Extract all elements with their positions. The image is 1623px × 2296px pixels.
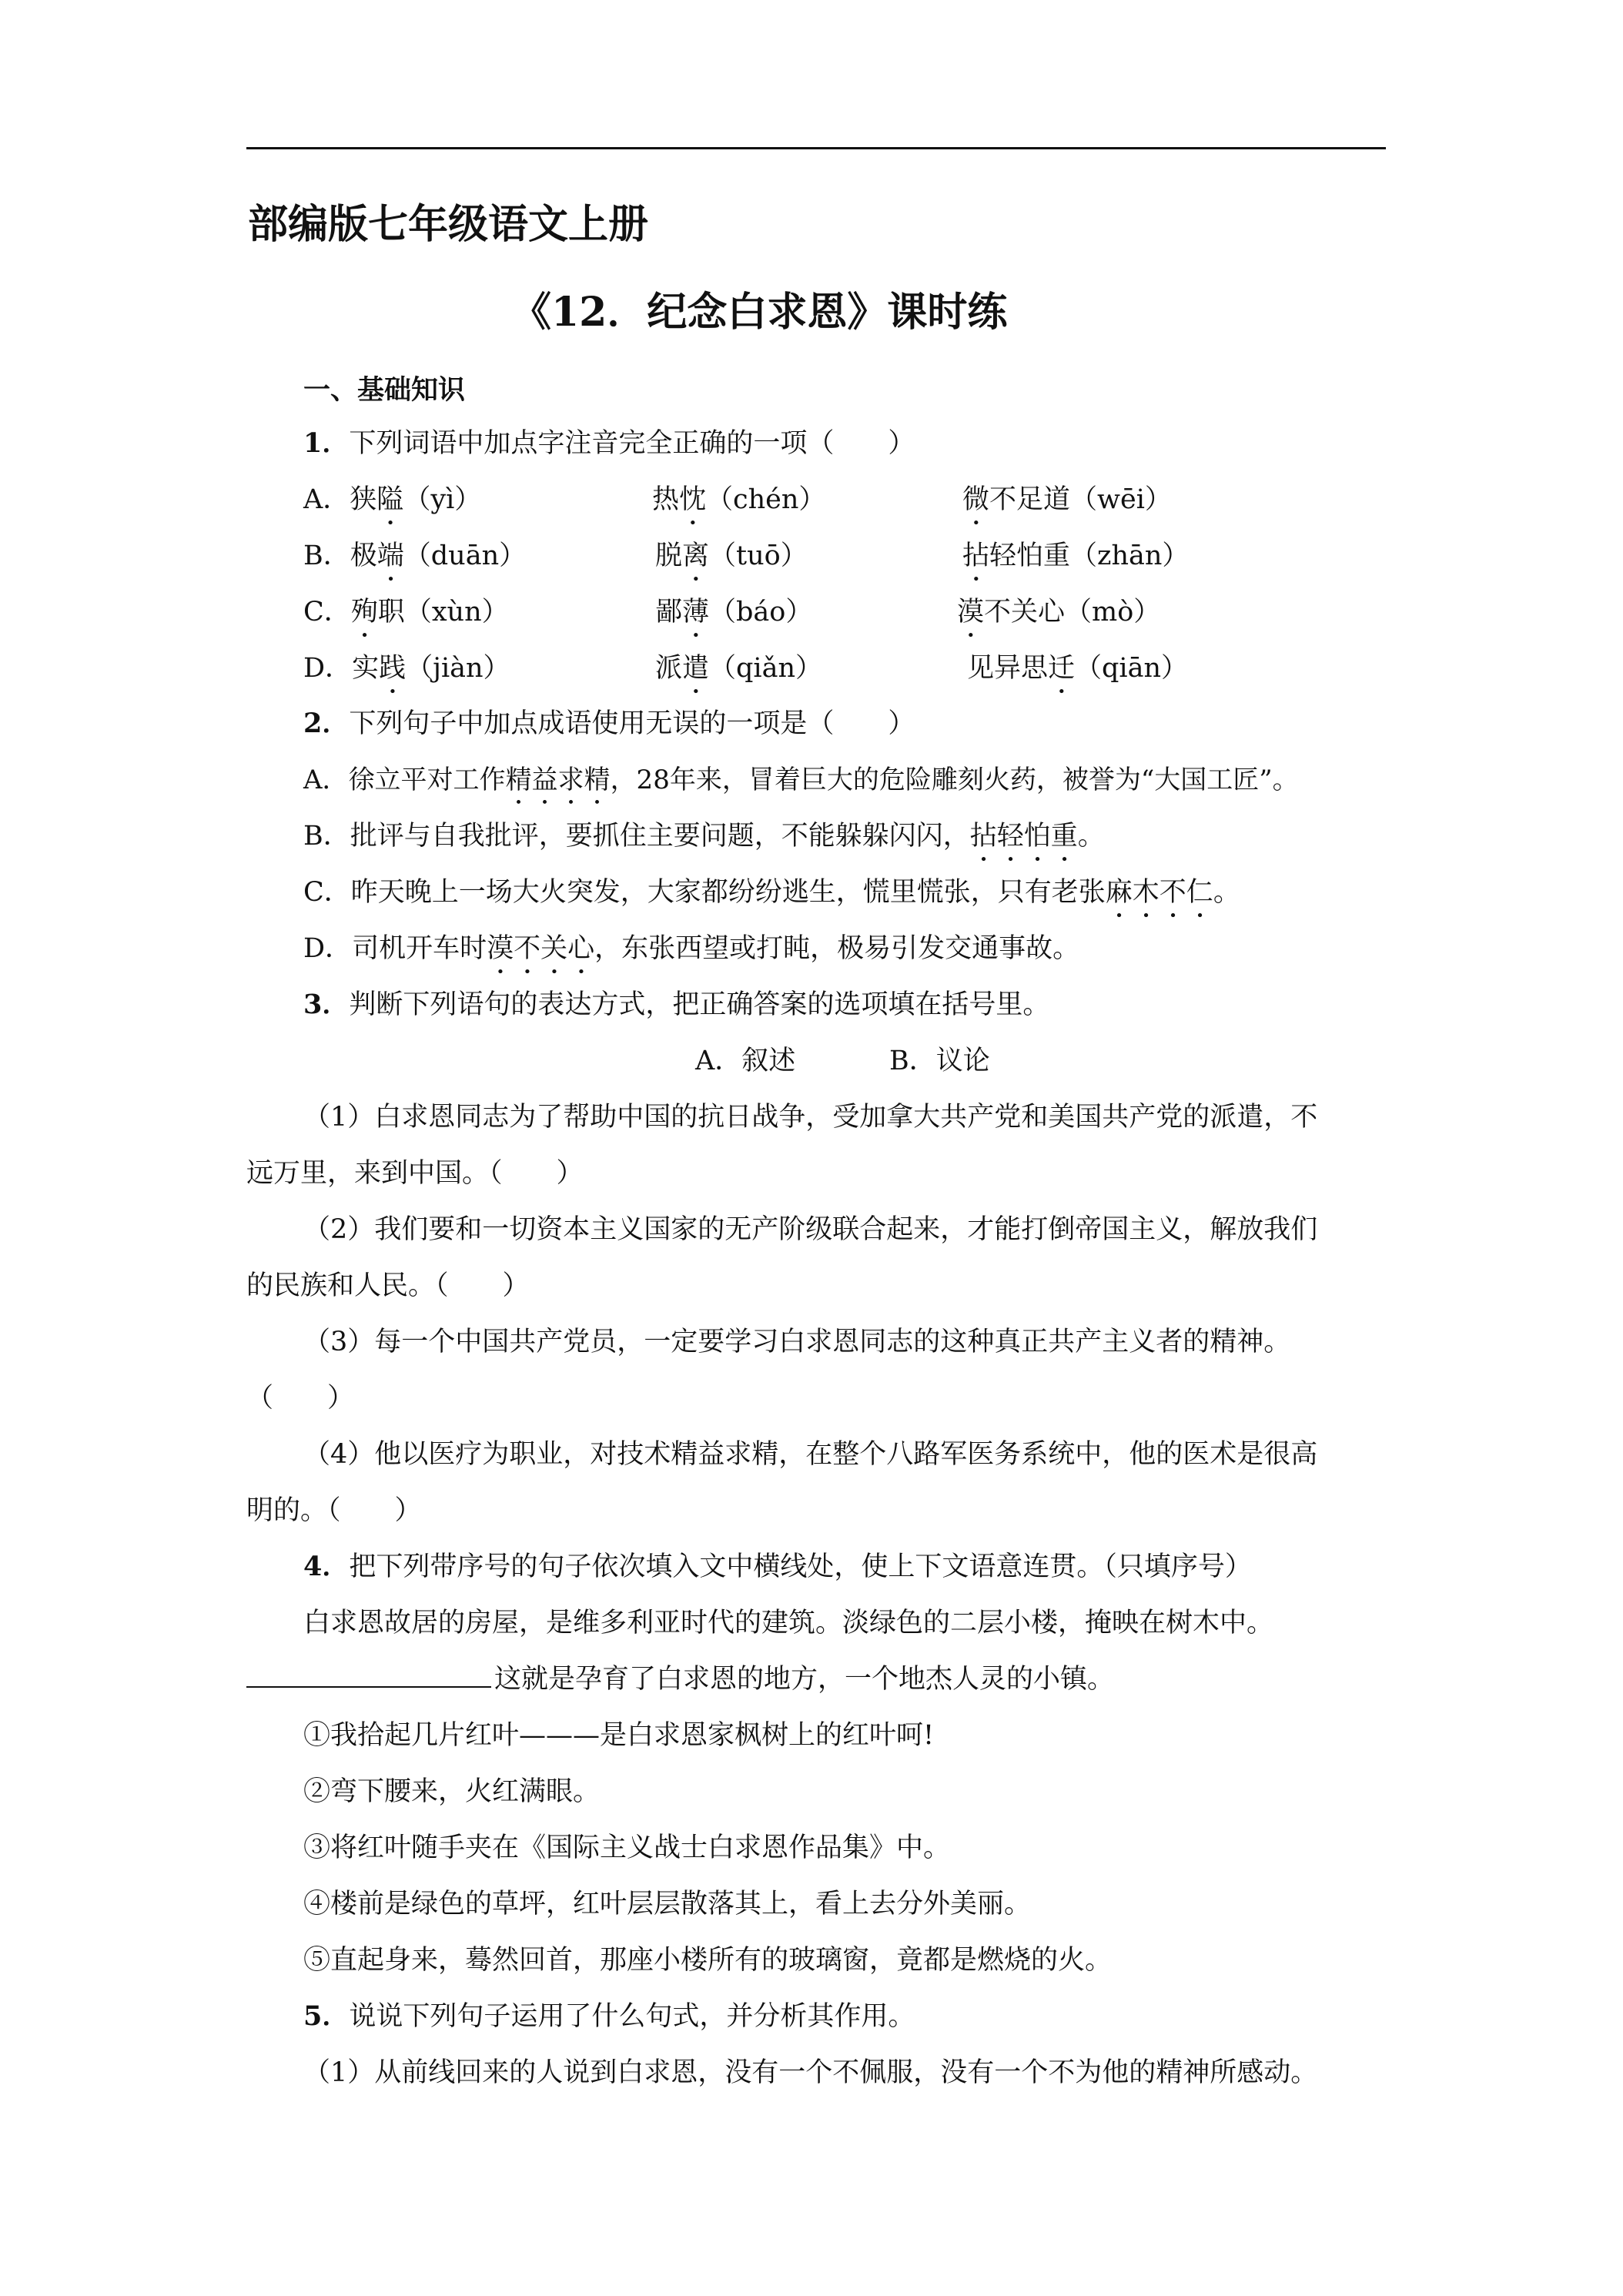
- q2-option-b: B．批评与自我批评，要抓住主要问题，不能躲躲闪闪，拈轻怕重。: [303, 821, 1105, 852]
- q3-choice-a: A．叙述: [695, 1046, 796, 1076]
- q3-item-2-line2: 的民族和人民。（ ）: [246, 1270, 530, 1301]
- question-2: [303, 707, 915, 741]
- question-1: [303, 427, 915, 460]
- q1-option-a-2: 热忱（chén）: [652, 484, 826, 515]
- q1-option-d-2: 派遣（qiǎn）: [655, 653, 823, 684]
- q1-option-c: C．殉职（xùn）: [303, 597, 509, 628]
- q3-item-1-line1: （1）白求恩同志为了帮助中国的抗日战争，受加拿大共产党和美国共产党的派遣，不: [303, 1102, 1318, 1133]
- q1-option-a: A．狭隘（yì）: [303, 484, 482, 515]
- question-3: [303, 988, 1049, 1022]
- q4-passage-line1: 白求恩故居的房屋，是维多利亚时代的建筑。淡绿色的二层小楼，掩映在树木中。: [303, 1608, 1274, 1638]
- q1-option-c-2: 鄙薄（báo）: [655, 597, 813, 628]
- question-stem: 把下列带序号的句子依次填入文中横线处，使上下文语意连贯。（只填序号）: [349, 1551, 1252, 1582]
- q4-sentence-4: ④楼前是绿色的草坪，红叶层层散落其上，看上去分外美丽。: [303, 1889, 1032, 1919]
- q3-item-2-line1: （2）我们要和一切资本主义国家的无产阶级联合起来，才能打倒帝国主义，解放我们: [303, 1214, 1318, 1245]
- q3-item-3-line2: （ ）: [246, 1383, 355, 1414]
- question-number: 3．: [303, 989, 350, 1020]
- q5-item-1: （1）从前线回来的人说到白求恩，没有一个不佩服，没有一个不为他的精神所感动。: [303, 2057, 1318, 2088]
- q2-option-c: C．昨天晚上一场大火突发，大家都纷纷逃生，慌里慌张，只有老张麻木不仁。: [303, 877, 1240, 908]
- q1-option-d: D．实践（jiàn）: [303, 653, 510, 684]
- question-number: 1．: [303, 427, 350, 459]
- series-title: 部编版七年级语文上册: [248, 201, 649, 248]
- q1-option-c-3: 漠不关心（mò）: [957, 597, 1161, 628]
- question-number: 4．: [303, 1551, 350, 1582]
- q3-choice-b: B．议论: [889, 1046, 990, 1076]
- header-rule: [246, 147, 1386, 149]
- q3-item-4-line1: （4）他以医疗为职业，对技术精益求精，在整个八路军医务系统中，他的医术是很高: [303, 1439, 1318, 1470]
- section-heading: 一、基础知识: [303, 374, 466, 406]
- question-stem: 下列句子中加点成语使用无误的一项是（ ）: [349, 708, 915, 739]
- question-number: 2．: [303, 708, 350, 739]
- q2-option-a: A．徐立平对工作精益求精，28年来，冒着巨大的危险雕刻火药，被誉为“大国工匠”。: [303, 765, 1299, 795]
- q4-sentence-1: ①我拾起几片红叶———是白求恩家枫树上的红叶呵!: [303, 1720, 935, 1751]
- q1-option-a-3: 微不足道（wēi）: [962, 484, 1172, 515]
- fill-blank[interactable]: [246, 1663, 491, 1688]
- q1-option-d-3: 见异思迁（qiān）: [967, 653, 1189, 684]
- q1-option-b: B．极端（duān）: [303, 541, 527, 571]
- question-stem: 判断下列语句的表达方式，把正确答案的选项填在括号里。: [349, 989, 1050, 1020]
- page-title: 《12．纪念白求恩》课时练: [511, 289, 1008, 336]
- q2-option-d: D．司机开车时漠不关心，东张西望或打盹，极易引发交通事故。: [303, 933, 1080, 964]
- question-number: 5．: [303, 2000, 350, 2032]
- question-4: [303, 1550, 1252, 1584]
- q4-passage-line2: 这就是孕育了白求恩的地方，一个地杰人灵的小镇。: [246, 1662, 1114, 1696]
- q4-sentence-2: ②弯下腰来，火红满眼。: [303, 1776, 601, 1807]
- q3-item-4-line2: 明的。（ ）: [246, 1495, 422, 1526]
- question-stem: 下列词语中加点字注音完全正确的一项（ ）: [349, 428, 915, 459]
- q4-sentence-3: ③将红叶随手夹在《国际主义战士白求恩作品集》中。: [303, 1832, 951, 1863]
- q3-item-1-line2: 远万里，来到中国。（ ）: [246, 1158, 584, 1189]
- q4-sentence-5: ⑤直起身来，蓦然回首，那座小楼所有的玻璃窗，竟都是燃烧的火。: [303, 1945, 1113, 1976]
- q3-item-3-line1: （3）每一个中国共产党员，一定要学习白求恩同志的这种真正共产主义者的精神。: [303, 1327, 1291, 1357]
- q1-option-b-3: 拈轻怕重（zhān）: [962, 541, 1190, 571]
- q1-option-b-2: 脱离（tuō）: [655, 541, 808, 571]
- question-stem: 说说下列句子运用了什么句式，并分析其作用。: [349, 2001, 915, 2032]
- question-5: [303, 2000, 915, 2033]
